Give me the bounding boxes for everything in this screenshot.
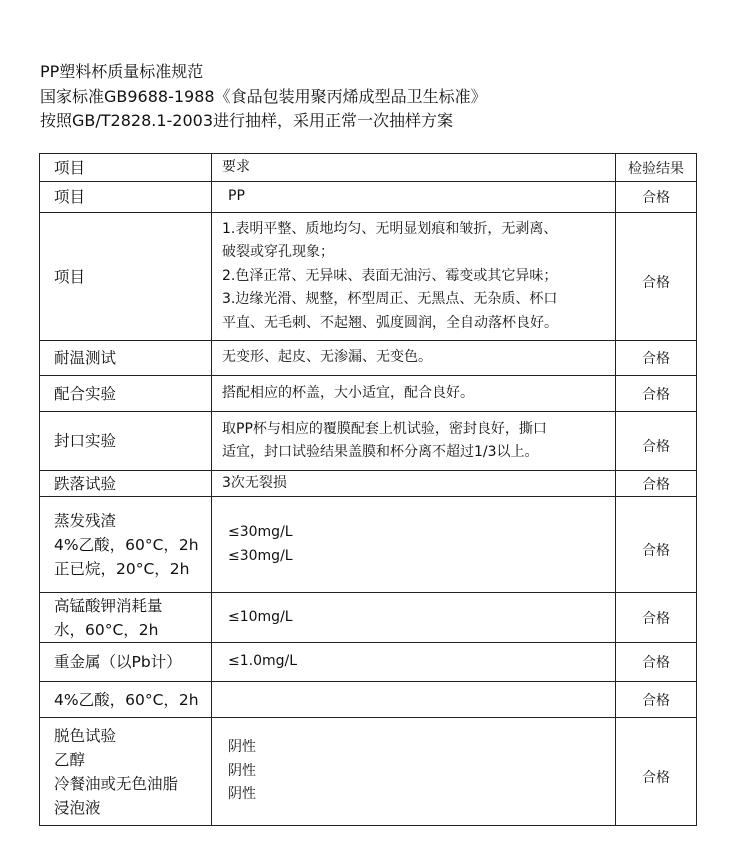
document-title: PP塑料杯质量标准规范: [40, 62, 204, 81]
header-item: 项目: [40, 154, 212, 182]
table-row: [40, 471, 697, 497]
row-requirement: [212, 682, 616, 718]
table-row: [40, 376, 697, 412]
row-result: 合格: [616, 643, 697, 682]
row-result: 合格: [616, 682, 697, 718]
table-row: [40, 412, 697, 471]
row-requirement: 搭配相应的杯盖，大小适宜，配合良好。: [212, 376, 616, 412]
table-row: [40, 593, 697, 643]
row-requirement: 取PP杯与相应的覆膜配套上机试验，密封良好，撕口 适宜，封口试验结果盖膜和杯分离不超过1/3以上。: [212, 412, 616, 471]
row-result: 合格: [616, 213, 697, 341]
quality-spec-table: [39, 153, 697, 826]
row-requirement: 无变形、起皮、无渗漏、无变色。: [212, 341, 616, 376]
row-requirement: 阴性 阴性 阴性: [212, 718, 616, 826]
table-header-row: [40, 154, 697, 182]
row-requirement: ≤30mg/L ≤30mg/L: [212, 497, 616, 593]
row-requirement: 3次无裂损: [212, 471, 616, 497]
row-result: 合格: [616, 376, 697, 412]
table-row: [40, 497, 697, 593]
sampling-reference: 按照GB/T2828.1-2003进行抽样，采用正常一次抽样方案: [40, 111, 454, 130]
row-result: 合格: [616, 412, 697, 471]
header-result: 检验结果: [616, 154, 697, 182]
row-result: 合格: [616, 182, 697, 213]
table-row: [40, 341, 697, 376]
standard-reference: 国家标准GB9688-1988《食品包装用聚丙烯成型品卫生标准》: [40, 86, 487, 106]
table-row: [40, 682, 697, 718]
row-requirement: 1.表明平整、质地均匀、无明显划痕和皱折，无剥离、 破裂或穿孔现象； 2.色泽正常、无异味、表面无油污、霉变或其它异味； 3.边缘光滑、规整，杯型周正、无黑点、无杂质、杯口 平直、无毛刺、不起翘、弧度圆润，全自动落杯良好。: [212, 213, 616, 341]
row-item: 配合实验: [40, 376, 212, 412]
row-item: 蒸发残渣 4%乙酸，60°C，2h 正已烷，20°C，2h: [40, 497, 212, 593]
row-item: 耐温测试: [40, 341, 212, 376]
row-requirement: ≤10mg/L: [212, 593, 616, 643]
intro-text: [40, 60, 487, 134]
row-item: 项目: [40, 213, 212, 341]
table-row: [40, 643, 697, 682]
row-item: 项目: [40, 182, 212, 213]
row-requirement: PP: [212, 182, 616, 213]
row-result: 合格: [616, 593, 697, 643]
table-row: [40, 213, 697, 341]
row-item: 跌落试验: [40, 471, 212, 497]
row-item: 封口实验: [40, 412, 212, 471]
row-item: 脱色试验 乙醇 冷餐油或无色油脂 浸泡液: [40, 718, 212, 826]
row-requirement: ≤1.0mg/L: [212, 643, 616, 682]
table-row: [40, 182, 697, 213]
row-item: 高锰酸钾消耗量 水，60°C，2h: [40, 593, 212, 643]
row-item: 4%乙酸，60°C，2h: [40, 682, 212, 718]
row-result: 合格: [616, 341, 697, 376]
row-item: 重金属（以Pb计）: [40, 643, 212, 682]
table-row: [40, 718, 697, 826]
row-result: 合格: [616, 718, 697, 826]
row-result: 合格: [616, 471, 697, 497]
row-result: 合格: [616, 497, 697, 593]
header-requirement: 要求: [212, 154, 616, 182]
